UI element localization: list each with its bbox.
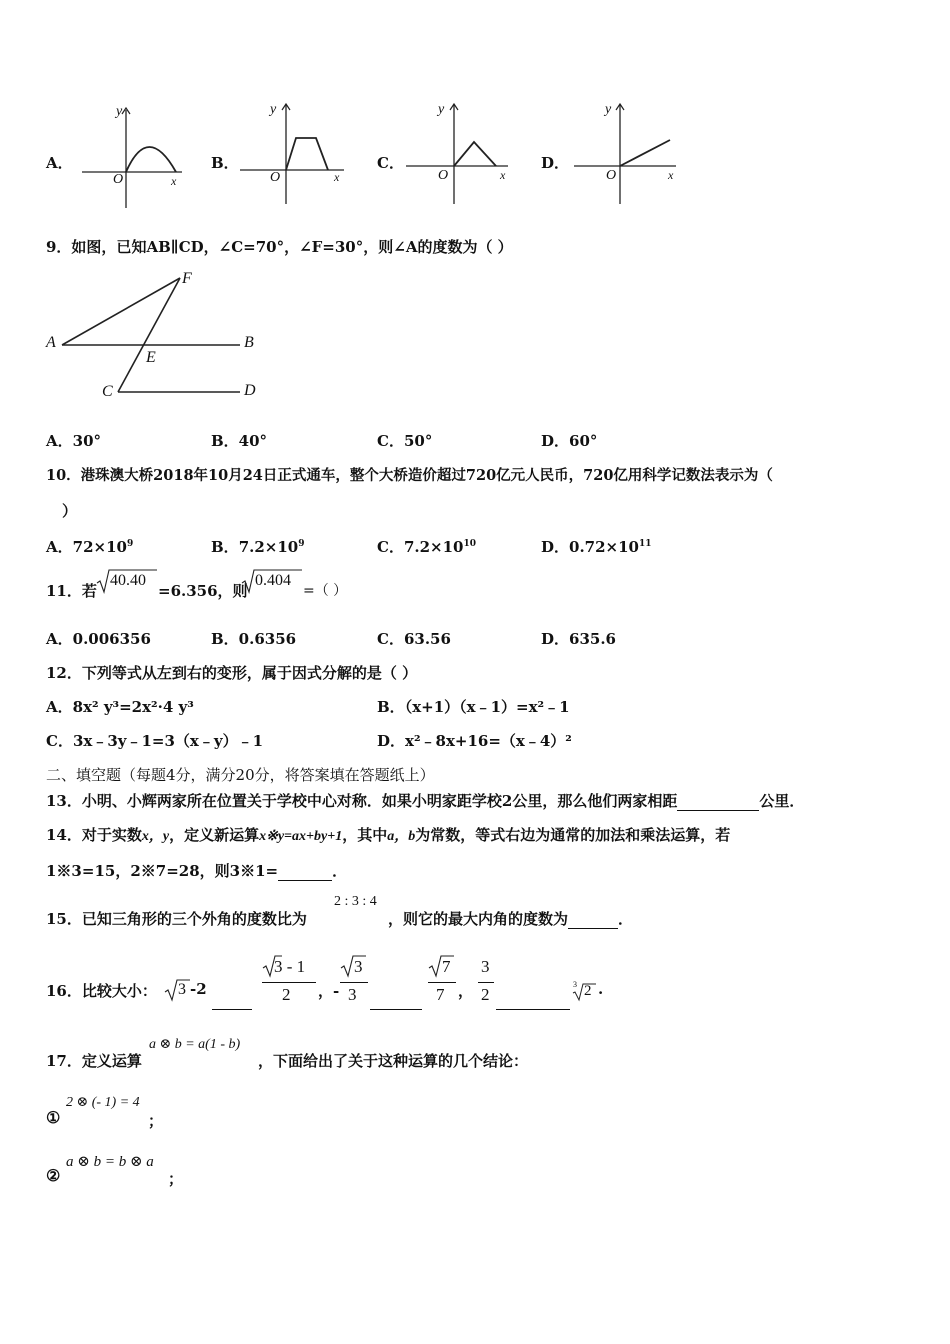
q16-blank-3 xyxy=(496,990,570,1010)
q17-conclusion-1-mark: ① xyxy=(46,1108,61,1127)
q9-label-f: F xyxy=(182,270,192,287)
q17-conclusion-1-end: ； xyxy=(148,1112,164,1130)
q9-label-a: A xyxy=(46,334,56,351)
q17-conclusion-2-end: ； xyxy=(168,1170,184,1188)
q8-option-c-label: C． xyxy=(377,154,404,172)
q16-blank-2 xyxy=(370,990,422,1010)
q16-f4-numerator: 3 xyxy=(481,957,490,976)
q16-cbrt-value: 2 xyxy=(584,983,592,999)
q8-b-origin-label: O xyxy=(270,170,281,185)
q16-f3-numerator: 7 xyxy=(442,957,451,976)
q11-root1: 40.40 xyxy=(110,572,146,589)
q16-end: . xyxy=(598,980,604,998)
q16-f4-denominator: 2 xyxy=(481,985,490,1004)
q8-c-x-label: x xyxy=(500,168,506,182)
q16-f1-numerator: 3 - 1 xyxy=(274,957,306,976)
q16-f1-denominator: 2 xyxy=(282,985,291,1004)
q13-answer-blank xyxy=(677,792,759,811)
q10-question-text-cont: ） xyxy=(62,502,78,520)
q12-option-a: A．8x² y³=2x²·4 y³ xyxy=(46,698,194,716)
q8-option-d-label: D． xyxy=(541,154,570,172)
q17-suffix: ，下面给出了关于这种运算的几个结论： xyxy=(258,1052,529,1070)
q12-question-text: 12．下列等式从左到右的变形，属于因式分解的是（ ） xyxy=(46,664,418,682)
q11-suffix: =（ ） xyxy=(303,583,348,599)
q17-conclusion-2-mark: ② xyxy=(46,1166,61,1185)
q9-option-d: D．60° xyxy=(541,432,598,450)
q8-d-x-label: x xyxy=(668,168,674,182)
q16-cbrt-index: 3 xyxy=(573,980,577,989)
q10-option-a: A．$72\times 10^9$ xyxy=(46,538,134,556)
q11-option-a: A．0.006356 xyxy=(46,630,151,648)
q10-question-text: 10．港珠澳大桥2018年10月24日正式通车，整个大桥造价超过720亿元人民币，720亿用科学记数法表示为（ xyxy=(46,467,773,484)
q11-prefix: 11．若 xyxy=(46,582,97,600)
q16-f2-denominator: 3 xyxy=(348,985,357,1004)
q15-prefix: 15．已知三角形的三个外角的度数比为 xyxy=(46,910,307,928)
q11-question xyxy=(46,580,97,601)
q17-prefix: 17．定义运算 xyxy=(46,1052,142,1070)
q11-option-d: D．635.6 xyxy=(541,630,616,648)
q9-label-d: D xyxy=(244,382,256,399)
q8-b-y-label: y xyxy=(270,102,277,117)
q10-option-c: C．$7.2\times 10^{10}$ xyxy=(377,538,477,556)
section-2-heading: 二、填空题（每题4分，满分20分，将答案填在答题纸上） xyxy=(46,766,435,784)
q8-a-origin-label: O xyxy=(113,172,124,187)
q8-d-y-label: y xyxy=(605,102,612,117)
q8-a-x-label: x xyxy=(171,174,177,188)
q9-option-c: C．50° xyxy=(377,432,433,450)
q9-option-a: A．30° xyxy=(46,432,102,450)
q12-option-b: B．（x+1）（x﹣1）=x²﹣1 xyxy=(377,698,570,716)
q16-blank-1 xyxy=(212,990,252,1010)
q16-f4-bar xyxy=(478,982,494,983)
q12-option-c: C．3x﹣3y﹣1=3（x﹣y）﹣1 xyxy=(46,732,264,750)
q8-graph-a xyxy=(78,104,188,210)
q14-line-1: 14．对于实数x，y，定义新运算x※y=ax+by+1，其中a，b为常数，等式右边为通常的加法和乘法运算，若 xyxy=(46,826,731,844)
q16-neg: ，- xyxy=(318,982,340,1000)
q17-conclusion-2: a ⊗ b = b ⊗ a xyxy=(66,1154,154,1170)
q16-sqrt3-value: 3 xyxy=(178,981,186,998)
q16-f2-bar xyxy=(340,982,368,983)
q8-a-y-label: y xyxy=(116,104,123,119)
q8-graph-d xyxy=(570,100,682,208)
q15-answer-blank xyxy=(568,910,618,929)
q15-ratio: 2 : 3 : 4 xyxy=(334,894,377,909)
q16-f2-numerator: 3 xyxy=(354,957,363,976)
q15-rest: ，则它的最大内角的度数为 ． xyxy=(388,910,634,928)
q9-question-text: 9．如图，已知AB∥CD，∠C=70°，∠F=30°，则∠A的度数为（ ） xyxy=(46,238,513,256)
q8-option-b-label: B． xyxy=(211,154,239,172)
q11-option-b: B．0.6356 xyxy=(211,630,297,648)
q10-option-d: D．$0.72\times 10^{11}$ xyxy=(541,538,652,556)
q11-root2: 0.404 xyxy=(255,572,291,589)
q8-graph-c xyxy=(402,100,512,208)
q8-option-a-label: A． xyxy=(46,154,73,172)
q9-label-c: C xyxy=(102,383,113,400)
q8-b-x-label: x xyxy=(334,170,340,184)
q8-d-origin-label: O xyxy=(606,168,617,183)
q8-c-y-label: y xyxy=(438,102,445,117)
q17-definition: a ⊗ b = a(1 - b) xyxy=(149,1037,241,1052)
q11-mid: =6.356，则 xyxy=(158,582,248,600)
q14-answer-blank xyxy=(278,862,332,881)
q13-question: 13．小明、小辉两家所在位置关于学校中心对称．如果小明家距学校2公里，那么他们两家相距 公里． xyxy=(46,792,805,810)
q8-c-origin-label: O xyxy=(438,168,449,183)
q16-f3-denominator: 7 xyxy=(436,985,445,1004)
q9-figure xyxy=(40,268,270,408)
q16-f3-bar xyxy=(428,982,456,983)
q10-option-b: B．$7.2\times 10^9$ xyxy=(211,538,305,556)
q8-graph-b xyxy=(236,100,348,208)
q9-label-e: E xyxy=(146,349,156,366)
q16-comma: ， xyxy=(458,982,474,1000)
q12-option-d: D．x²﹣8x+16=（x﹣4）² xyxy=(377,732,572,750)
q17-conclusion-1: 2 ⊗ (- 1) = 4 xyxy=(66,1095,140,1110)
q9-label-b: B xyxy=(244,334,254,351)
q9-option-b: B．40° xyxy=(211,432,268,450)
q16-minus2: -2 xyxy=(190,980,207,998)
q14-line-2: 1※3=15，2※7=28，则3※1= ． xyxy=(46,862,348,880)
q16-f1-bar xyxy=(262,982,316,983)
q16-prefix: 16．比较大小： xyxy=(46,982,157,1000)
q11-option-c: C．63.56 xyxy=(377,630,451,648)
